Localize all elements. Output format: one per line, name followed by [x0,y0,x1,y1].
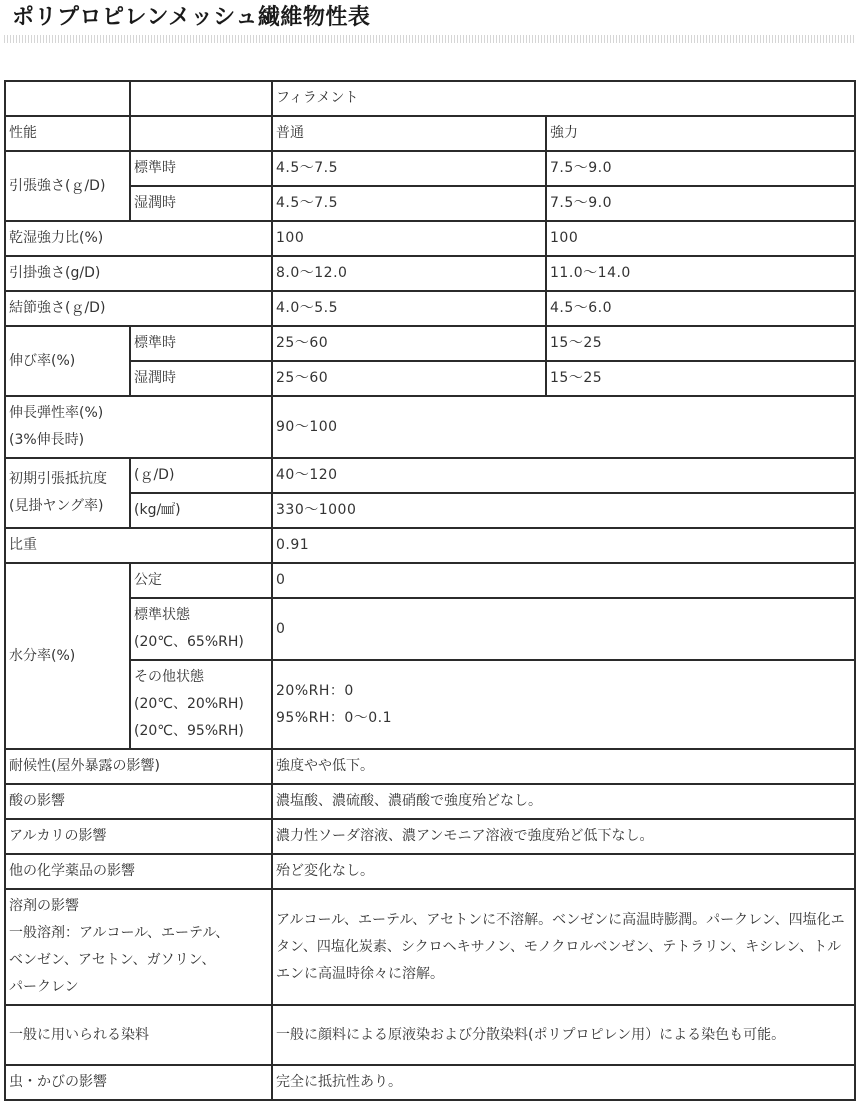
moisture-standard-label-line1: 標準状態 [134,607,190,623]
moisture-other-label-line3: (20℃、95%RH) [134,723,244,739]
table-row-moisture-standard [5,598,855,660]
table-row-elongation-standard [5,326,855,361]
dye-value: 一般に顔料による原液染および分散染料(ポリプロピレン用）による染色も可能。 [272,1005,855,1065]
tensile-standard-normal: 4.5～7.5 [272,151,546,186]
chemicals-label: 他の化学薬品の影響 [5,854,272,889]
elongation-standard-label: 標準時 [130,326,272,361]
table-row-header-filament [5,81,855,116]
tensile-standard-strong: 7.5～9.0 [546,151,855,186]
dye-label: 一般に用いられる染料 [5,1005,272,1065]
table-row-initial-modulus-kgmm [5,493,855,528]
elastic-recovery-label-line1: 伸長弾性率(%) [9,405,104,421]
header-empty-2 [130,81,272,116]
initial-modulus-label-line1: 初期引張抵抗度 [9,471,107,487]
moisture-standard-value: 0 [272,598,855,660]
moisture-other-label [130,660,272,749]
table-row-dry-wet-ratio [5,221,855,256]
moisture-other-label-line2: (20℃、20%RH) [134,696,244,712]
moisture-other-value-line1: 20%RH：0 [276,682,354,699]
elastic-recovery-label [5,396,272,458]
properties-table [4,80,856,1101]
solvent-label-line2: 一般溶剤：アルコール、エーテル、 [9,925,230,941]
moisture-label: 水分率(%) [5,563,130,749]
loop-strength-strong: 11.0～14.0 [546,256,855,291]
loop-strength-normal: 8.0～12.0 [272,256,546,291]
specific-gravity-value: 0.91 [272,528,855,563]
table-row-dye [5,1005,855,1065]
elongation-standard-strong: 15～25 [546,326,855,361]
specific-gravity-label: 比重 [5,528,272,563]
acid-label: 酸の影響 [5,784,272,819]
tensile-standard-label: 標準時 [130,151,272,186]
header-property: 性能 [5,116,130,151]
tensile-label: 引張強さ(ｇ/D) [5,151,130,221]
moisture-other-value [272,660,855,749]
table-row-alkali [5,819,855,854]
table-row-initial-modulus-gd [5,458,855,493]
initial-modulus-unit-gd: (ｇ/D) [130,458,272,493]
table-row-specific-gravity [5,528,855,563]
solvent-label-line3: ベンゼン、アセトン、ガソリン、 [9,952,216,968]
moisture-official-label: 公定 [130,563,272,598]
table-row-knot-strength [5,291,855,326]
initial-modulus-value-gd: 40～120 [272,458,855,493]
table-row-weather [5,749,855,784]
header-filament: フィラメント [272,81,855,116]
insect-label: 虫・かびの影響 [5,1065,272,1100]
elongation-wet-strong: 15～25 [546,361,855,396]
table-row-insect [5,1065,855,1100]
table-row-loop-strength [5,256,855,291]
elastic-recovery-value: 90～100 [272,396,855,458]
elongation-label: 伸び率(%) [5,326,130,396]
header-normal: 普通 [272,116,546,151]
solvent-label [5,889,272,1005]
tensile-wet-normal: 4.5～7.5 [272,186,546,221]
moisture-standard-label-line2: (20℃、65%RH) [134,634,244,650]
table-row-moisture-official [5,563,855,598]
tensile-wet-strong: 7.5～9.0 [546,186,855,221]
weather-value: 強度やや低下。 [272,749,855,784]
table-row-elastic-recovery [5,396,855,458]
table-row-acid [5,784,855,819]
chemicals-value: 殆ど変化なし。 [272,854,855,889]
initial-modulus-value-kgmm: 330～1000 [272,493,855,528]
table-row-tensile-standard [5,151,855,186]
table-row-chemicals [5,854,855,889]
solvent-label-line1: 溶剤の影響 [9,898,79,914]
table-row-elongation-wet [5,361,855,396]
elongation-standard-normal: 25～60 [272,326,546,361]
moisture-official-value: 0 [272,563,855,598]
page-title: ポリプロピレンメッシュ繊維物性表 [12,5,371,30]
initial-modulus-label [5,458,130,528]
knot-strength-label: 結節強さ(ｇ/D) [5,291,272,326]
weather-label: 耐候性(屋外暴露の影響) [5,749,272,784]
table-row-moisture-other [5,660,855,749]
initial-modulus-unit-kgmm: (kg/㎟) [130,493,272,528]
alkali-value: 濃力性ソーダ溶液、濃アンモニア溶液で強度殆ど低下なし。 [272,819,855,854]
table-row-solvent [5,889,855,1005]
knot-strength-strong: 4.5～6.0 [546,291,855,326]
initial-modulus-label-line2: (見掛ヤング率) [9,498,104,514]
moisture-other-label-line1: その他状態 [134,669,204,685]
solvent-label-line4: パークレン [9,979,79,995]
moisture-other-value-line2: 95%RH：0～0.1 [276,709,393,726]
header-empty-1 [5,81,130,116]
dry-wet-ratio-strong: 100 [546,221,855,256]
table-row-header-grade [5,116,855,151]
elongation-wet-label: 湿潤時 [130,361,272,396]
dry-wet-ratio-label: 乾湿強力比(%) [5,221,272,256]
solvent-value: アルコール、エーテル、アセトンに不溶解。ベンゼンに高温時膨潤。パークレン、四塩化エタン、四塩化炭素、シクロヘキサノン、モノクロルベンゼン、テトラリン、キシレン、トルエンに高温時徐々に溶解。 [272,889,855,1005]
title-divider [4,35,856,43]
knot-strength-normal: 4.0～5.5 [272,291,546,326]
loop-strength-label: 引掛強さ(g/D) [5,256,272,291]
header-strong: 強力 [546,116,855,151]
moisture-standard-label [130,598,272,660]
header-empty-3 [130,116,272,151]
acid-value: 濃塩酸、濃硫酸、濃硝酸で強度殆どなし。 [272,784,855,819]
insect-value: 完全に抵抗性あり。 [272,1065,855,1100]
elastic-recovery-label-line2: (3%伸長時) [9,432,85,448]
alkali-label: アルカリの影響 [5,819,272,854]
dry-wet-ratio-normal: 100 [272,221,546,256]
table-row-tensile-wet [5,186,855,221]
tensile-wet-label: 湿潤時 [130,186,272,221]
elongation-wet-normal: 25～60 [272,361,546,396]
